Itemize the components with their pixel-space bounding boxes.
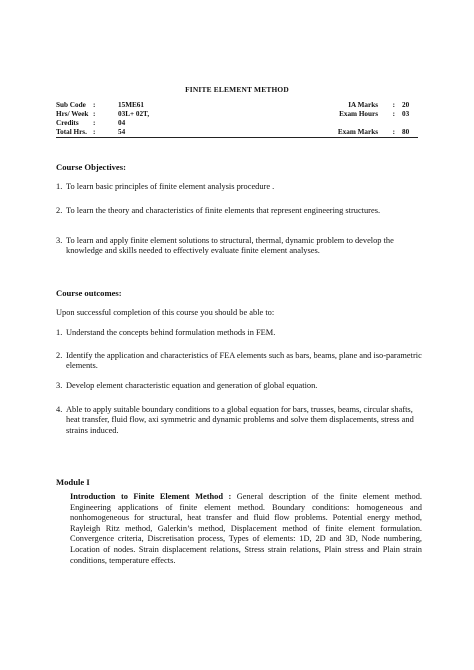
module-lead-title: Introduction to Finite Element Method : — [70, 492, 232, 501]
meta-value: 04 — [118, 119, 126, 127]
outcomes-heading: Course outcomes: — [56, 288, 122, 298]
meta-colon: : — [93, 110, 96, 118]
objective-item — [56, 236, 426, 257]
item-text: Understand the concepts behind formulation methods in FEM. — [66, 328, 276, 337]
item-text: To learn and apply finite element solutions to structural, thermal, dynamic problem to develop the knowledge and skills needed to effectively evaluate finite element analyses. — [66, 236, 394, 256]
meta-colon: : — [392, 128, 395, 136]
course-meta-table — [56, 101, 418, 137]
meta-value: 15ME61 — [118, 101, 144, 109]
item-text: To learn the theory and characteristics of finite elements that represent engineering structures. — [66, 206, 381, 215]
item-text: Develop element characteristic equation and generation of global equation. — [66, 381, 318, 390]
item-number: 4. — [56, 405, 63, 414]
outcome-item — [56, 405, 426, 436]
item-text: Able to apply suitable boundary conditions to a global equation for bars, trusses, beams, circular shafts, heat transfer, fluid flow, axi symmetric and dynamic problems and solve them displacements, stress and strains induced. — [66, 405, 414, 435]
meta-value: 54 — [118, 128, 126, 136]
module-description — [70, 492, 422, 566]
item-number: 2. — [56, 351, 63, 360]
meta-colon: : — [392, 110, 395, 118]
outcome-item — [56, 351, 426, 372]
module-body-text: General description of the finite element method. Engineering applications of finite element method. Boundary conditions: homogeneous and nonhomogeneous for structural, heat transfer and fluid flow problems. Potential energy method, Rayleigh Ritz method, Galerkin’s method, Displacement method of finite element formulation. Convergence criteria, Discretisation process, Types of elements: 1D, 2D and 3D, Node numbering, Location of nodes. Strain displacement relations, Stress strain relations, Plain stress and Plain strain conditions, temperature effects. — [70, 492, 422, 565]
meta-row — [56, 128, 418, 137]
meta-value: 20 — [402, 101, 410, 109]
item-number: 3. — [56, 381, 63, 390]
outcome-item — [56, 381, 426, 391]
meta-key: Exam Marks — [337, 128, 378, 136]
objectives-heading: Course Objectives: — [56, 162, 126, 172]
item-text: To learn basic principles of finite element analysis procedure . — [66, 182, 275, 191]
horizontal-divider — [56, 137, 418, 138]
meta-value: 03 — [402, 110, 410, 118]
meta-colon: : — [392, 101, 395, 109]
objective-item — [56, 182, 426, 192]
meta-key: IA Marks — [348, 101, 378, 109]
item-number: 1. — [56, 182, 63, 191]
meta-row — [56, 110, 418, 119]
outcomes-intro: Upon successful completion of this course you should be able to: — [56, 308, 275, 317]
item-number: 2. — [56, 206, 63, 215]
objective-item — [56, 206, 426, 216]
item-number: 1. — [56, 328, 63, 337]
meta-key: Hrs/ Week — [56, 110, 89, 118]
meta-key: Sub Code — [56, 101, 86, 109]
meta-key: Total Hrs. — [56, 128, 87, 136]
meta-colon: : — [93, 101, 96, 109]
item-text: Identify the application and characteristics of FEA elements such as bars, beams, plane and iso-parametric elements. — [66, 351, 422, 371]
item-number: 3. — [56, 236, 63, 245]
meta-value: 03L+ 02T, — [118, 110, 150, 118]
meta-key: Credits — [56, 119, 79, 127]
outcome-item — [56, 328, 426, 338]
meta-colon: : — [93, 119, 96, 127]
meta-value: 80 — [402, 128, 410, 136]
meta-row — [56, 119, 418, 128]
meta-key: Exam Hours — [339, 110, 378, 118]
meta-colon: : — [93, 128, 96, 136]
page-title: FINITE ELEMENT METHOD — [185, 85, 289, 94]
meta-row — [56, 101, 418, 110]
module-heading: Module I — [56, 477, 90, 487]
